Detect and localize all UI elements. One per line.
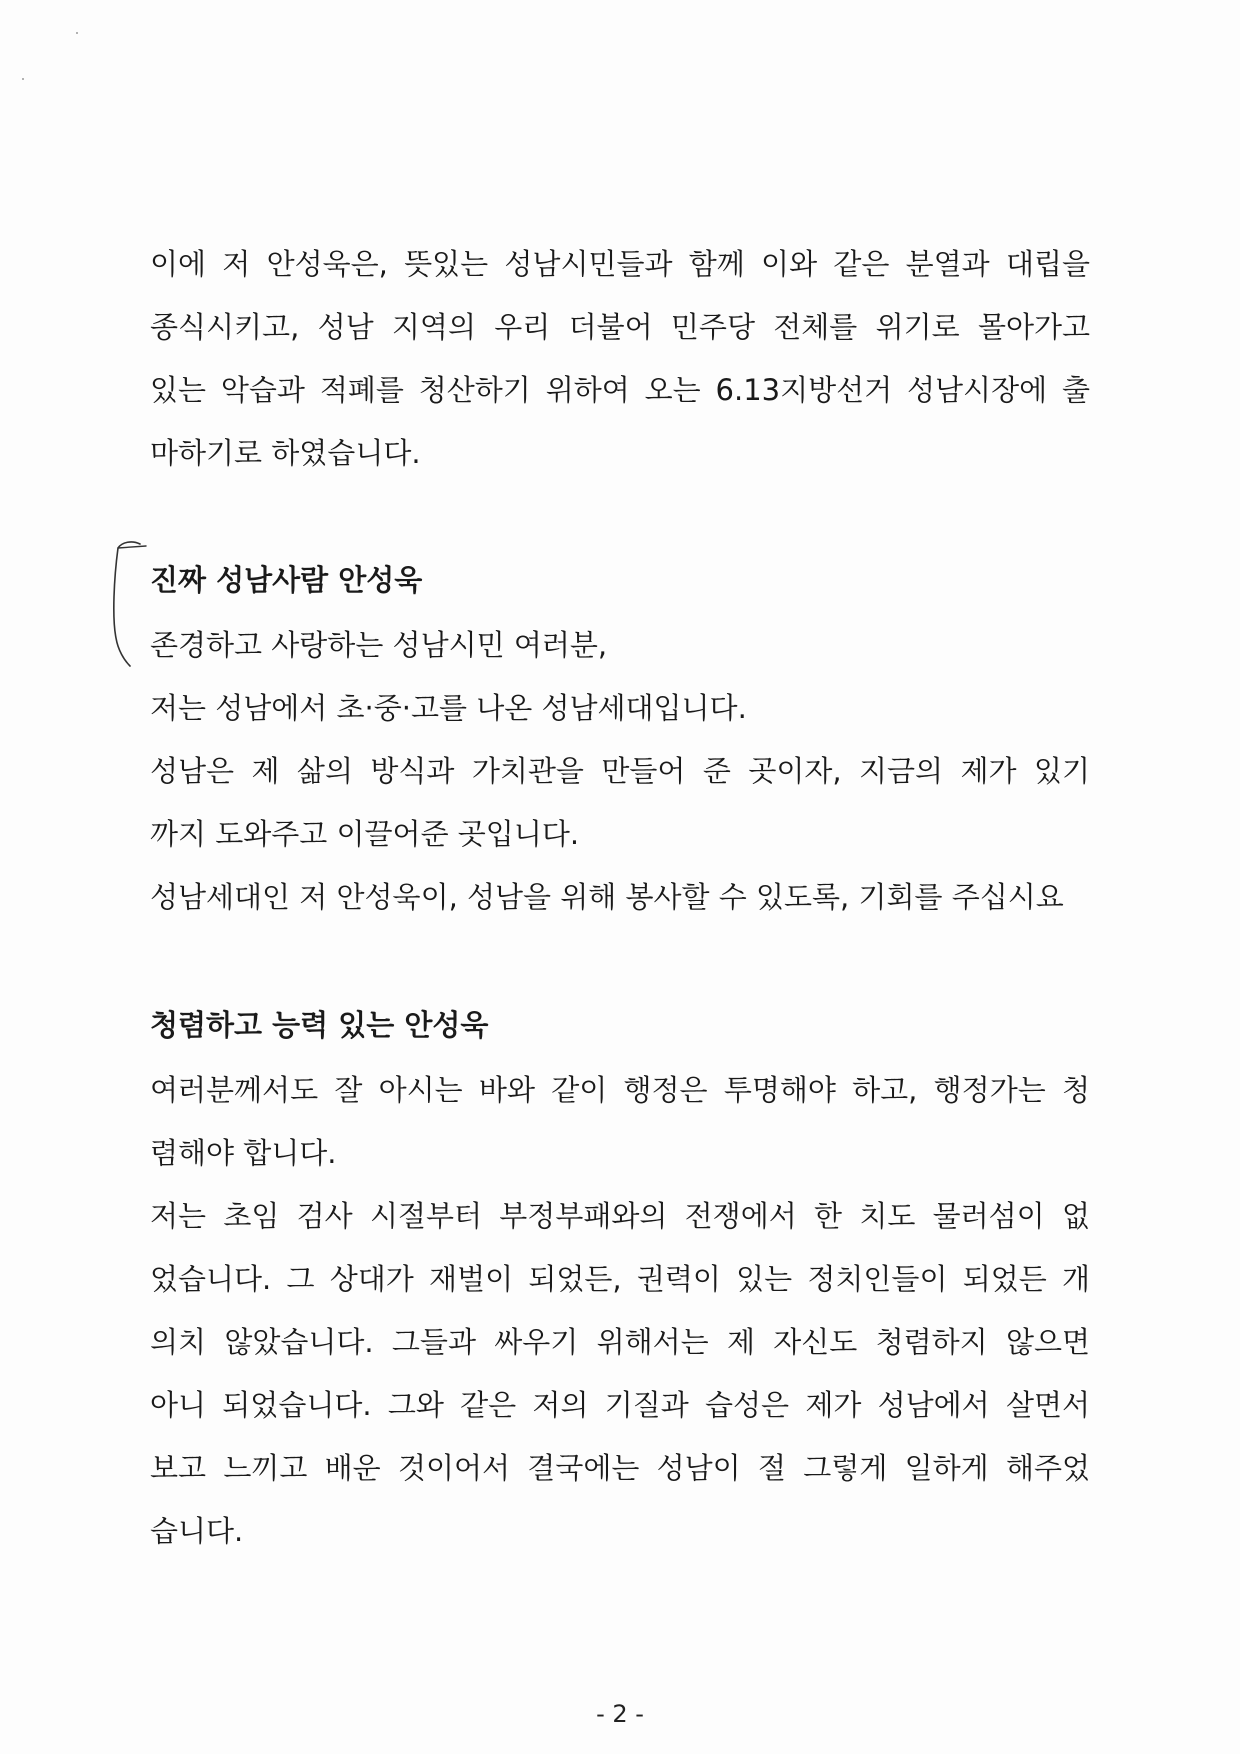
paragraph-line: 보고 느끼고 배운 것이어서 결국에는 성남이 절 그렇게 일하게 해주었 — [150, 1451, 1090, 1485]
scan-speck — [76, 32, 78, 34]
handwritten-bracket-mark — [110, 538, 150, 668]
paragraph-line: 성남은 제 삶의 방식과 가치관을 만들어 준 곳이자, 지금의 제가 있기 — [150, 754, 1090, 788]
paragraph-line: 마하기로 하였습니다. — [150, 436, 421, 470]
paragraph-line: 이에 저 안성욱은, 뜻있는 성남시민들과 함께 이와 같은 분열과 대립을 — [150, 247, 1090, 281]
paragraph-line: 아니 되었습니다. 그와 같은 저의 기질과 습성은 제가 성남에서 살면서 — [150, 1388, 1090, 1422]
scan-speck — [22, 78, 24, 80]
paragraph-line: 의치 않았습니다. 그들과 싸우기 위해서는 제 자신도 청렴하지 않으면 — [150, 1325, 1090, 1359]
paragraph-line: 성남세대인 저 안성욱이, 성남을 위해 봉사할 수 있도록, 기회를 주십시요 — [150, 880, 1064, 914]
paragraph-line: 저는 성남에서 초·중·고를 나온 성남세대입니다. — [150, 691, 747, 725]
paragraph-line: 까지 도와주고 이끌어준 곳입니다. — [150, 817, 580, 851]
paragraph-line: 여러분께서도 잘 아시는 바와 같이 행정은 투명해야 하고, 행정가는 청 — [150, 1073, 1090, 1107]
paragraph-line: 렴해야 합니다. — [150, 1136, 337, 1170]
paragraph-line: 있는 악습과 적폐를 청산하기 위하여 오는 6.13지방선거 성남시장에 출 — [150, 373, 1090, 407]
paragraph-line: 종식시키고, 성남 지역의 우리 더불어 민주당 전체를 위기로 몰아가고 — [150, 310, 1090, 344]
paragraph-line: 었습니다. 그 상대가 재벌이 되었든, 권력이 있는 정치인들이 되었든 개 — [150, 1262, 1090, 1296]
page-number: - 2 - — [596, 1700, 644, 1728]
paragraph-line: 습니다. — [150, 1514, 244, 1548]
section-heading: 청렴하고 능력 있는 안성욱 — [150, 1008, 489, 1042]
section-heading: 진짜 성남사람 안성욱 — [150, 563, 423, 597]
paragraph-line: 존경하고 사랑하는 성남시민 여러분, — [150, 628, 608, 662]
paragraph-line: 저는 초임 검사 시절부터 부정부패와의 전쟁에서 한 치도 물러섬이 없 — [150, 1199, 1090, 1233]
